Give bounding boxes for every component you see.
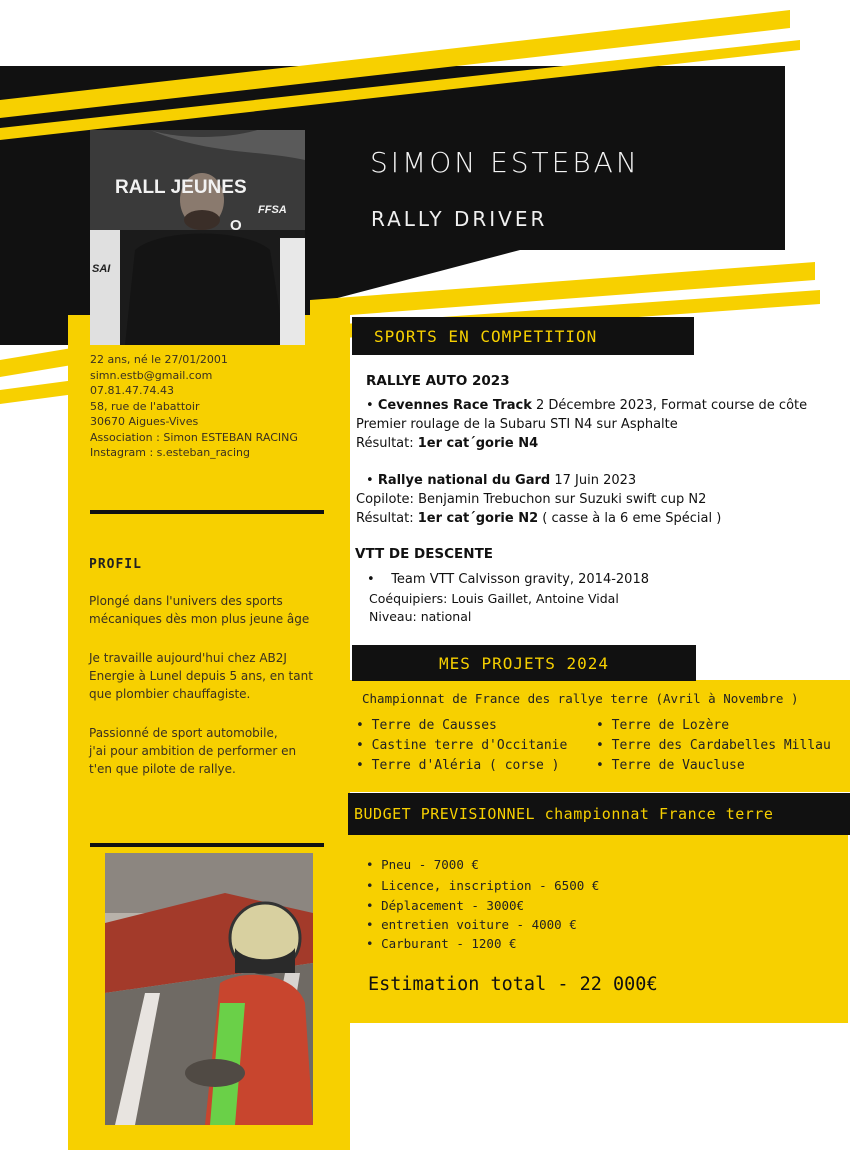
event-1-result-label: Résultat: <box>356 436 418 451</box>
projet-label: Terre de Vaucluse <box>611 758 745 773</box>
event-2-result-note: ( casse à la 6 eme Spécial ) <box>538 511 722 526</box>
profil-line: j'ai pour ambition de performer en <box>89 744 297 758</box>
profil-line: Passionné de sport automobile, <box>89 726 278 740</box>
banner-small-text: O <box>230 217 242 234</box>
bullet-icon: • <box>366 898 382 913</box>
profil-line: mécaniques dès mon plus jeune âge <box>89 612 310 626</box>
rallye-title: RALLYE AUTO 2023 <box>366 373 510 389</box>
event-1-desc: Premier roulage de la Subaru STI N4 sur Asphalte <box>356 417 678 432</box>
projet-label: Castine terre d'Occitanie <box>371 738 568 753</box>
budget-label: Licence, inscription - 6500 € <box>381 878 600 893</box>
vtt-level <box>369 609 471 624</box>
budget-item <box>366 936 517 951</box>
bullet-icon: • <box>366 917 382 932</box>
banner-text-left: RALL JEUNES <box>115 177 247 198</box>
event-1-result-value: 1er cat´gorie N4 <box>417 436 539 451</box>
event-2-result-value: 1er cat´gorie N2 <box>417 511 539 526</box>
event-1-result <box>356 436 538 451</box>
budget-section-header <box>348 793 850 835</box>
projet-item <box>356 738 567 753</box>
vtt-level-value: national <box>420 609 472 624</box>
profil-paragraph-2 <box>89 649 329 703</box>
budget-label: entretien voiture - 4000 € <box>381 917 577 932</box>
contact-divider <box>90 510 324 514</box>
profil-title: PROFIL <box>89 557 142 572</box>
contact-info <box>90 352 330 461</box>
projet-label: Terre d'Aléria ( corse ) <box>371 758 560 773</box>
budget-item <box>366 898 524 913</box>
sports-section-header <box>352 317 694 355</box>
contact-instagram[interactable]: Instagram : s.esteban_racing <box>90 446 250 459</box>
vtt-item <box>367 572 649 587</box>
projet-item <box>356 718 497 733</box>
sports-section-title: SPORTS EN COMPETITION <box>374 326 598 346</box>
event-2-date: 17 Juin 2023 <box>550 473 637 488</box>
projet-item <box>356 758 560 773</box>
budget-total: Estimation total - 22 000€ <box>368 974 658 995</box>
budget-item <box>366 878 599 893</box>
bullet-icon: • <box>596 738 612 753</box>
bullet-icon: • <box>356 718 372 733</box>
bullet-icon: • <box>596 718 612 733</box>
contact-association: Association : Simon ESTEBAN RACING <box>90 430 298 444</box>
profil-line: que plombier chauffagiste. <box>89 687 251 701</box>
car-photo <box>105 853 313 1125</box>
bullet-icon: • <box>366 878 382 893</box>
budget-label: Déplacement - 3000€ <box>381 898 525 913</box>
driver-name: SIMON ESTEBAN <box>370 146 640 179</box>
projets-section-header <box>352 645 696 681</box>
vtt-teammates: Coéquipiers: Louis Gaillet, Antoine Vidal <box>369 591 619 606</box>
profil-line: Je travaille aujourd'hui chez AB2J <box>89 651 287 665</box>
projets-subtitle: Championnat de France des rallye terre (Avril à Novembre ) <box>362 691 799 706</box>
profil-line: Plongé dans l'univers des sports <box>89 594 283 608</box>
event-2-result <box>356 511 721 526</box>
bullet-icon: • <box>596 758 612 773</box>
projet-label: Terre des Cardabelles Millau <box>611 738 831 753</box>
event-2-line <box>366 473 636 488</box>
projet-item <box>596 718 729 733</box>
bullet-icon: • <box>366 857 382 872</box>
event-1-name: Cevennes Race Track <box>377 398 532 413</box>
event-1-date: 2 Décembre 2023, Format course de côte <box>531 398 808 413</box>
event-1-line <box>366 398 807 413</box>
profil-line: t'en que pilote de rallye. <box>89 762 236 776</box>
budget-item <box>366 857 479 872</box>
portrait-photo <box>90 130 305 345</box>
bullet-icon: • <box>366 473 374 488</box>
budget-item <box>366 917 577 932</box>
profil-paragraph-1 <box>89 592 329 628</box>
bullet-icon: • <box>366 398 374 413</box>
contact-city: 30670 Aigues-Vives <box>90 415 199 428</box>
bullet-icon: • <box>356 738 372 753</box>
bullet-icon: • <box>356 758 372 773</box>
projet-item <box>596 738 831 753</box>
svg-text:SAI: SAI <box>92 263 111 275</box>
contact-age: 22 ans, né le 27/01/2001 <box>90 353 228 366</box>
budget-label: Carburant - 1200 € <box>381 936 517 951</box>
budget-label: Pneu - 7000 € <box>381 857 479 872</box>
event-2-name: Rallye national du Gard <box>377 473 551 488</box>
contact-phone[interactable]: 07.81.47.74.43 <box>90 384 174 397</box>
contact-street: 58, rue de l'abattoir <box>90 399 200 413</box>
event-2-result-label: Résultat: <box>356 511 418 526</box>
profil-divider <box>90 843 324 847</box>
projet-label: Terre de Lozère <box>611 718 730 733</box>
projet-item <box>596 758 745 773</box>
profil-paragraph-3 <box>89 724 329 778</box>
vtt-title: VTT DE DESCENTE <box>355 546 494 562</box>
profil-line: Energie à Lunel depuis 5 ans, en tant <box>89 669 313 683</box>
banner-sub-text: FFSA <box>258 204 287 216</box>
event-2-desc: Copilote: Benjamin Trebuchon sur Suzuki swift cup N2 <box>356 492 707 507</box>
projets-section-title: MES PROJETS 2024 <box>438 653 610 673</box>
projet-label: Terre de Causses <box>371 718 497 733</box>
contact-email[interactable]: simn.estb@gmail.com <box>90 368 213 382</box>
budget-section-title: BUDGET PREVISIONNEL championnat France terre <box>354 805 774 823</box>
driver-role: RALLY DRIVER <box>371 207 548 231</box>
vtt-level-label: Niveau: <box>369 609 421 624</box>
bullet-icon: • <box>367 572 375 587</box>
vtt-team: Team VTT Calvisson gravity, 2014-2018 <box>391 572 649 587</box>
bullet-icon: • <box>366 936 382 951</box>
